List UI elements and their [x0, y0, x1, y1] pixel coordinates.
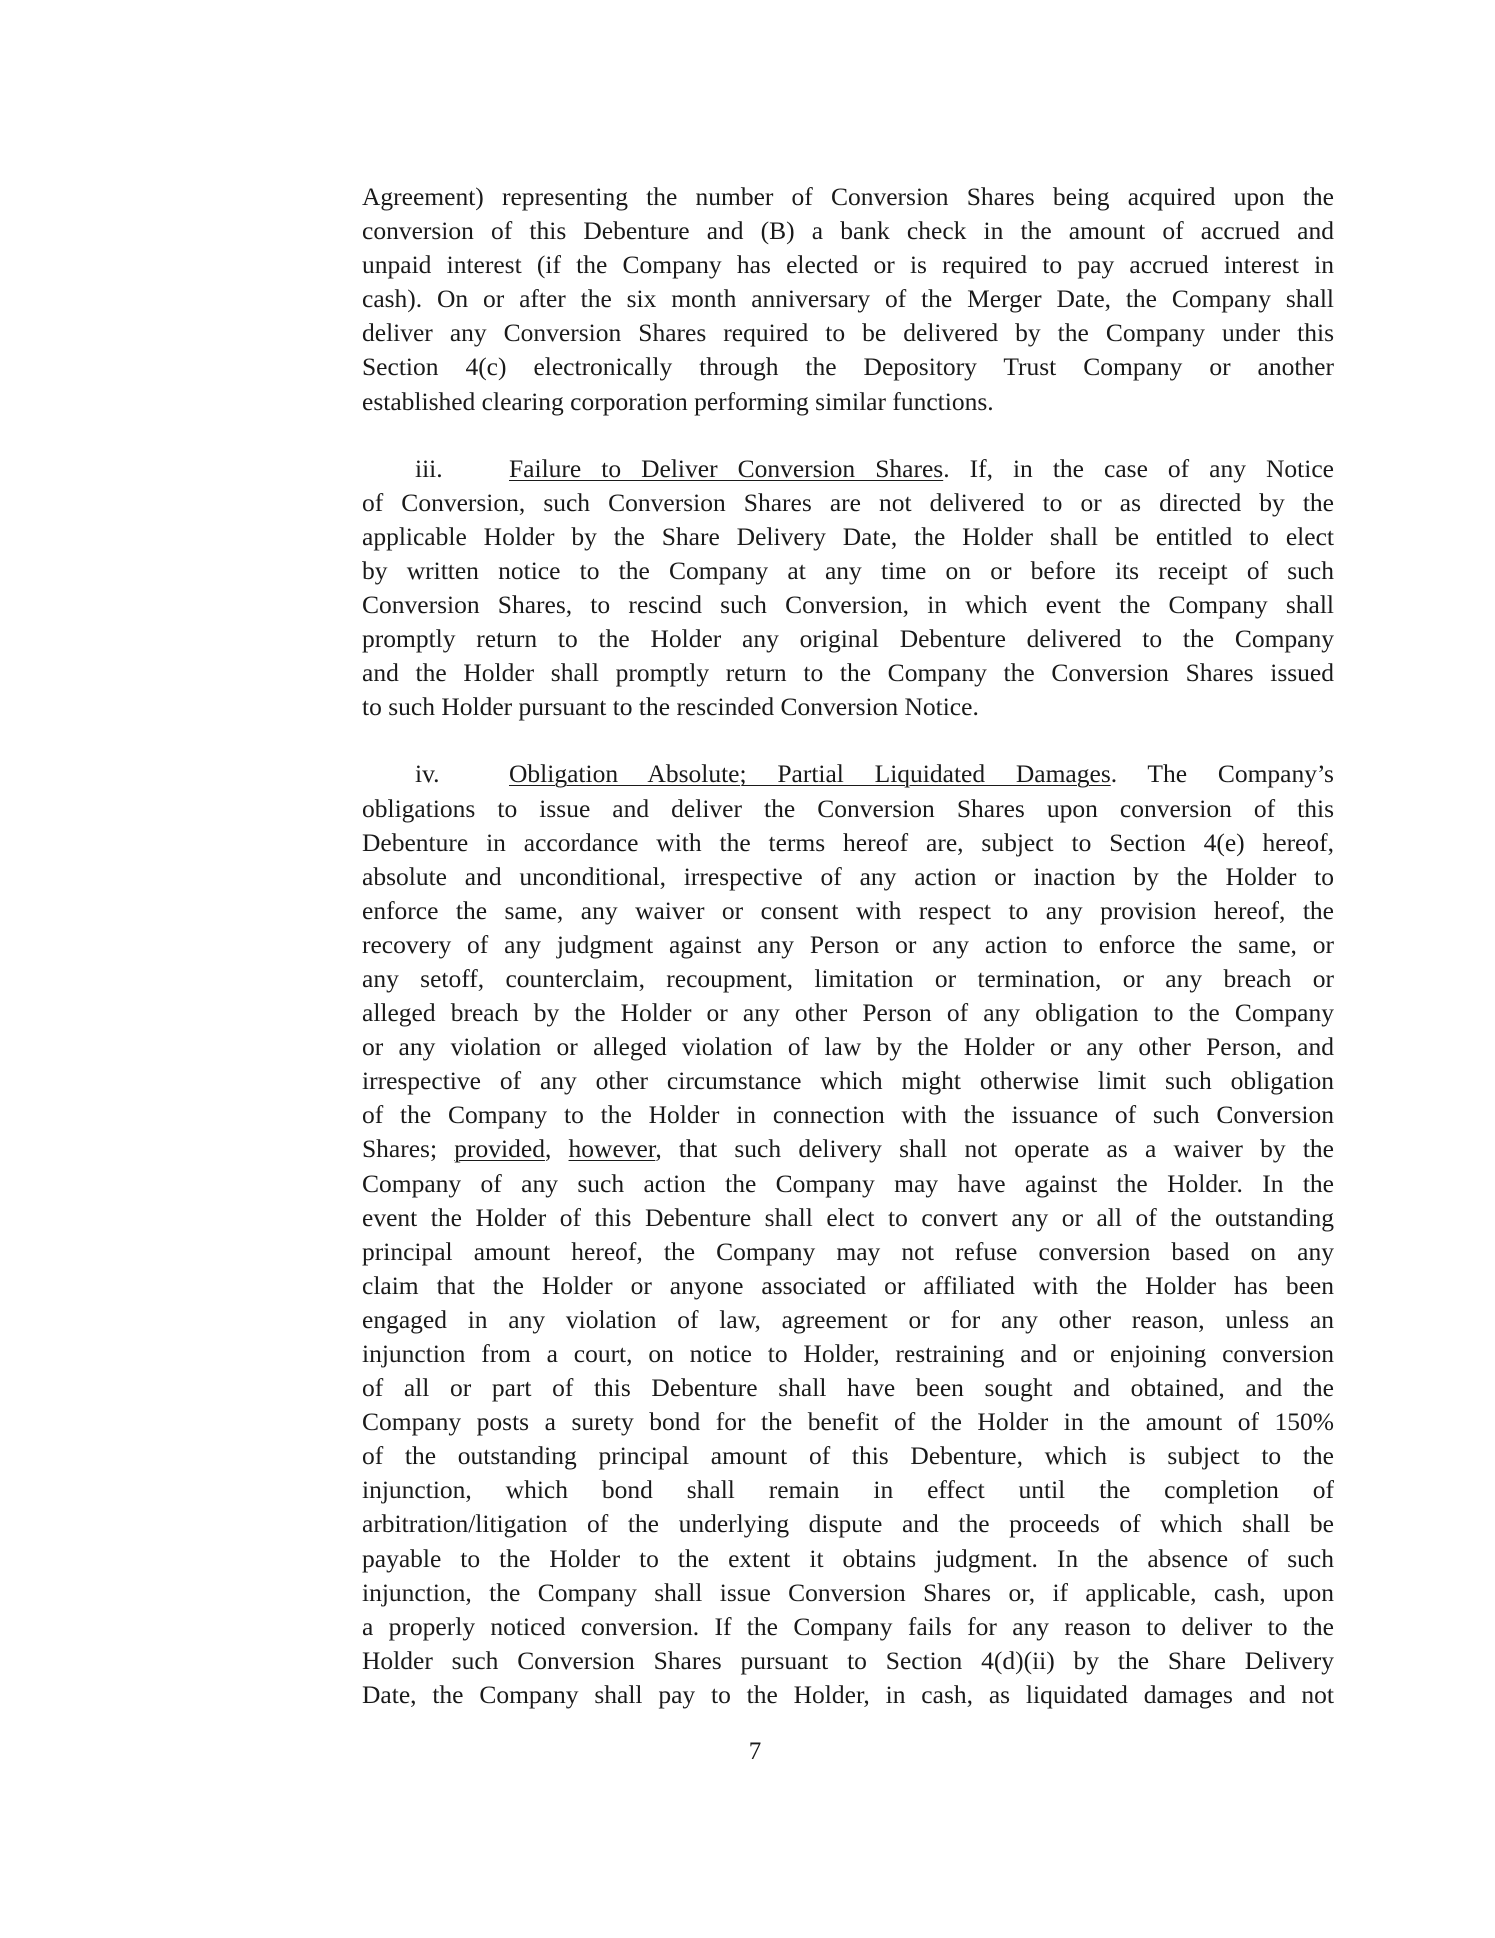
text-fragment: Shares; [362, 1134, 455, 1164]
section-heading-line [362, 452, 1334, 486]
text-line: and the Holder shall promptly return to the Company the Conversion Shares issued [362, 658, 1334, 688]
text-line: irrespective of any other circumstance which might otherwise limit such obligation [362, 1066, 1334, 1096]
text-line: Company posts a surety bond for the benefit of the Holder in the amount of 150% [362, 1407, 1334, 1437]
text-line: Holder such Conversion Shares pursuant to Section 4(d)(ii) by the Share Delivery [362, 1645, 1334, 1675]
text-line: recovery of any judgment against any Person or any action to enforce the same, or [362, 929, 1334, 959]
text-line: Debenture in accordance with the terms hereof are, subject to Section 4(e) hereof, [362, 827, 1334, 857]
section-heading: Obligation Absolute; Partial Liquidated Damages [509, 759, 1111, 789]
provided-however-line [362, 1132, 1334, 1166]
text-line: injunction, the Company shall issue Conversion Shares or, if applicable, cash, upon [362, 1577, 1334, 1607]
text-line: to such Holder pursuant to the rescinded Conversion Notice. [362, 692, 979, 722]
section-number: iii. [415, 453, 443, 483]
text-line: cash). On or after the six month anniversary of the Merger Date, the Company shall [362, 284, 1334, 314]
text-line: arbitration/litigation of the underlying dispute and the proceeds of which shall be [362, 1509, 1334, 1539]
body-text [362, 180, 1334, 1712]
section-heading: Failure to Deliver Conversion Shares [509, 453, 944, 483]
text-line: established clearing corporation performing similar functions. [362, 386, 994, 416]
text-line: applicable Holder by the Share Delivery Date, the Holder shall be entitled to elect [362, 521, 1334, 551]
section-number: iv. [415, 759, 440, 789]
text-line: payable to the Holder to the extent it obtains judgment. In the absence of such [362, 1543, 1334, 1573]
text-line: or any violation or alleged violation of law by the Holder or any other Person, and [362, 1032, 1334, 1062]
text-line: by written notice to the Company at any time on or before its receipt of such [362, 555, 1334, 585]
text-line: event the Holder of this Debenture shall elect to convert any or all of the outstanding [362, 1202, 1334, 1232]
text-line: Company of any such action the Company may have against the Holder. In the [362, 1168, 1334, 1198]
text-fragment: , [544, 1134, 569, 1164]
text-line: a properly noticed conversion. If the Company fails for any reason to deliver to the [362, 1611, 1334, 1641]
text-line: of the outstanding principal amount of this Debenture, which is subject to the [362, 1441, 1334, 1471]
heading-suffix: . The Company’s [1110, 759, 1334, 789]
text-line: injunction, which bond shall remain in effect until the completion of [362, 1475, 1334, 1505]
text-line: Section 4(c) electronically through the Depository Trust Company or another [362, 352, 1334, 382]
heading-suffix: . If, in the case of any Notice [943, 453, 1334, 483]
however-term: however [568, 1134, 656, 1164]
heading-text [509, 452, 1334, 486]
text-line: injunction from a court, on notice to Holder, restraining and or enjoining conversion [362, 1339, 1334, 1368]
provided-term: provided [454, 1134, 545, 1164]
text-line: principal amount hereof, the Company may not refuse conversion based on any [362, 1236, 1334, 1266]
paragraph-spacer [362, 419, 1334, 452]
text-line: conversion of this Debenture and (B) a bank check in the amount of accrued and [362, 216, 1334, 246]
paragraph-continuation [362, 180, 1334, 419]
text-line: of all or part of this Debenture shall have been sought and obtained, and the [362, 1373, 1334, 1403]
text-line: unpaid interest (if the Company has elected or is required to pay accrued interest in [362, 250, 1334, 280]
text-line: alleged breach by the Holder or any other Person of any obligation to the Company [362, 998, 1334, 1028]
section-iv [362, 757, 1334, 1712]
text-line: enforce the same, any waiver or consent with respect to any provision hereof, the [362, 895, 1334, 925]
text-line: of Conversion, such Conversion Shares are not delivered to or as directed by the [362, 487, 1334, 517]
text-fragment: , that such delivery shall not operate as a waiver by the [655, 1134, 1334, 1164]
section-heading-line [362, 757, 1334, 791]
text-line: claim that the Holder or anyone associated or affiliated with the Holder has been [362, 1270, 1334, 1300]
text-line: absolute and unconditional, irrespective of any action or inaction by the Holder to [362, 861, 1334, 891]
page-number: 7 [748, 1738, 762, 1765]
paragraph-spacer [362, 724, 1334, 757]
text-line: Date, the Company shall pay to the Holder, in cash, as liquidated damages and not [362, 1679, 1334, 1709]
text-line: engaged in any violation of law, agreement or for any other reason, unless an [362, 1304, 1334, 1334]
text-line: Conversion Shares, to rescind such Conversion, in which event the Company shall [362, 590, 1334, 620]
text-line: any setoff, counterclaim, recoupment, limitation or termination, or any breach or [362, 963, 1334, 993]
text-line: of the Company to the Holder in connection with the issuance of such Conversion [362, 1100, 1334, 1130]
section-iii [362, 452, 1334, 725]
heading-text [509, 757, 1334, 791]
text-line: promptly return to the Holder any original Debenture delivered to the Company [362, 624, 1334, 654]
text-line: obligations to issue and deliver the Conversion Shares upon conversion of this [362, 793, 1334, 823]
text-line: deliver any Conversion Shares required to be delivered by the Company under this [362, 318, 1334, 348]
text-line: Agreement) representing the number of Conversion Shares being acquired upon the [362, 182, 1334, 211]
